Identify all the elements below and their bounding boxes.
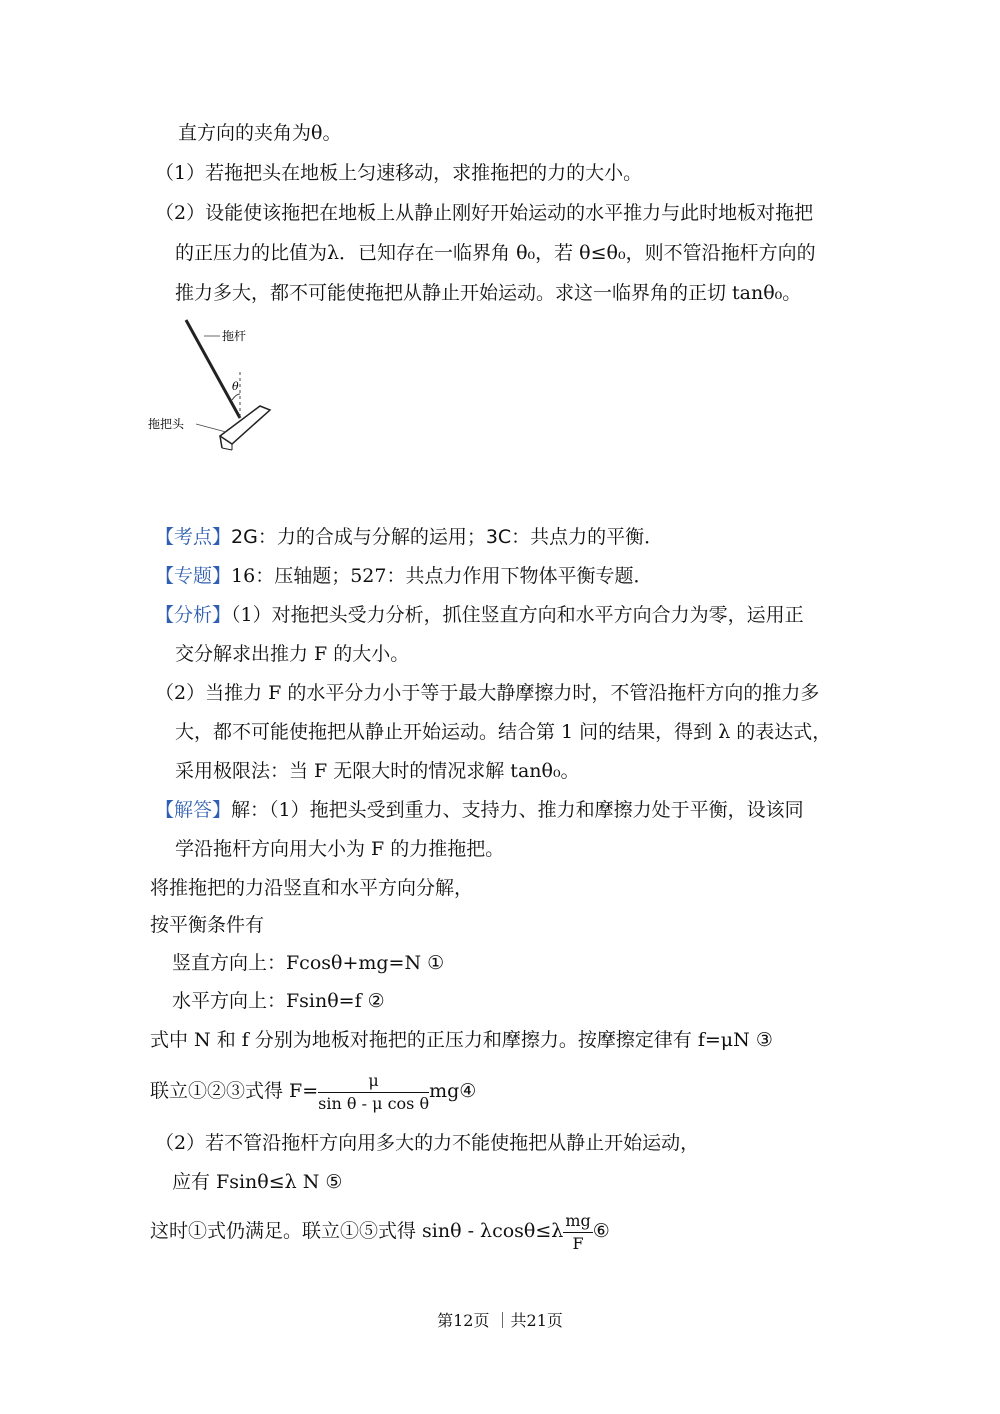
mop-diagram bbox=[148, 314, 278, 454]
equation-6-fraction bbox=[563, 1210, 592, 1255]
problem-part-2: （2）设能使该拖把在地板上从静止刚好开始运动的水平推力与此时地板对拖把 bbox=[155, 202, 814, 224]
fenxi-line-1 bbox=[155, 602, 804, 628]
zhuanti-text: 16：压轴题；527：共点力作用下物体平衡专题． bbox=[231, 565, 653, 587]
fenxi-text-1: （1）对拖把头受力分析，抓住竖直方向和水平方向合力为零，运用正 bbox=[231, 604, 804, 626]
equation-2: 水平方向上：Fsinθ=f ② bbox=[172, 990, 385, 1012]
fenxi-line-3: （2）当推力 F 的水平分力小于等于最大静摩擦力时，不管沿拖杆方向的推力多 bbox=[155, 682, 820, 704]
kaodian-tag: 【考点】 bbox=[155, 526, 232, 548]
equation-3-line: 式中 N 和 f 分别为地板对拖把的正压力和摩擦力。按摩擦定律有 f=μN ③ bbox=[150, 1029, 773, 1051]
equation-6-line bbox=[150, 1206, 610, 1256]
equation-6-suffix: ⑥ bbox=[592, 1220, 610, 1242]
zhuanti-tag: 【专题】 bbox=[155, 565, 232, 587]
kaodian-line bbox=[155, 524, 663, 550]
jieda-text-1: 解：（1）拖把头受到重力、支持力、推力和摩擦力处于平衡，设该同 bbox=[231, 799, 804, 821]
solution-line-1: 将推拖把的力沿竖直和水平方向分解， bbox=[150, 877, 474, 899]
equation-4-fraction bbox=[318, 1070, 429, 1115]
problem-line-1: 直方向的夹角为θ。 bbox=[178, 122, 342, 144]
equation-4-denominator: sin θ - μ cos θ bbox=[318, 1093, 430, 1113]
problem-part-2-cont-1: 的正压力的比值为λ．已知存在一临界角 θ₀，若 θ≤θ₀，则不管沿拖杆方向的 bbox=[175, 242, 816, 264]
fenxi-tag: 【分析】 bbox=[155, 604, 232, 626]
equation-1: 竖直方向上：Fcosθ+mg=N ① bbox=[172, 952, 445, 974]
angle-label: θ bbox=[232, 380, 239, 393]
equation-4-suffix: mg④ bbox=[429, 1080, 477, 1102]
zhuanti-line bbox=[155, 563, 652, 589]
equation-5: 应有 Fsinθ≤λ N ⑤ bbox=[172, 1171, 343, 1193]
mop-head bbox=[220, 406, 270, 444]
equation-4-prefix: 联立①②③式得 F= bbox=[150, 1080, 319, 1102]
problem-part-2-cont-2: 推力多大，都不可能使拖把从静止开始运动。求这一临界角的正切 tanθ₀。 bbox=[175, 282, 802, 304]
equation-4-numerator: μ bbox=[318, 1070, 429, 1093]
jieda-line-2: 学沿拖杆方向用大小为 F 的力推拖把。 bbox=[175, 838, 505, 860]
fenxi-line-2: 交分解求出推力 F 的大小。 bbox=[175, 643, 410, 665]
head-label: 拖把头 bbox=[148, 417, 185, 431]
equation-6-prefix: 这时①式仍满足。联立①⑤式得 sinθ - λcosθ≤λ bbox=[150, 1220, 564, 1242]
rod-label: 拖杆 bbox=[222, 329, 247, 343]
equation-4-line bbox=[150, 1066, 476, 1116]
solution-line-2: 按平衡条件有 bbox=[150, 914, 265, 936]
fenxi-line-5: 采用极限法：当 F 无限大时的情况求解 tanθ₀。 bbox=[175, 760, 580, 782]
problem-part-1: （1）若拖把头在地板上匀速移动，求推拖把的力的大小。 bbox=[155, 162, 643, 184]
jieda-line-1 bbox=[155, 797, 804, 823]
angle-arc bbox=[232, 394, 240, 400]
fenxi-line-4: 大，都不可能使拖把从静止开始运动。结合第 1 问的结果，得到 λ 的表达式， bbox=[175, 721, 832, 743]
equation-6-denominator: F bbox=[572, 1233, 584, 1253]
kaodian-text: 2G：力的合成与分解的运用；3C：共点力的平衡． bbox=[231, 526, 664, 548]
jieda-tag: 【解答】 bbox=[155, 799, 232, 821]
solution-part-2: （2）若不管沿拖杆方向用多大的力不能使拖把从静止开始运动， bbox=[155, 1132, 700, 1154]
mop-figure bbox=[148, 314, 278, 454]
page-footer: 第12页 ｜共21页 bbox=[437, 1311, 563, 1330]
equation-6-numerator: mg bbox=[563, 1210, 592, 1233]
